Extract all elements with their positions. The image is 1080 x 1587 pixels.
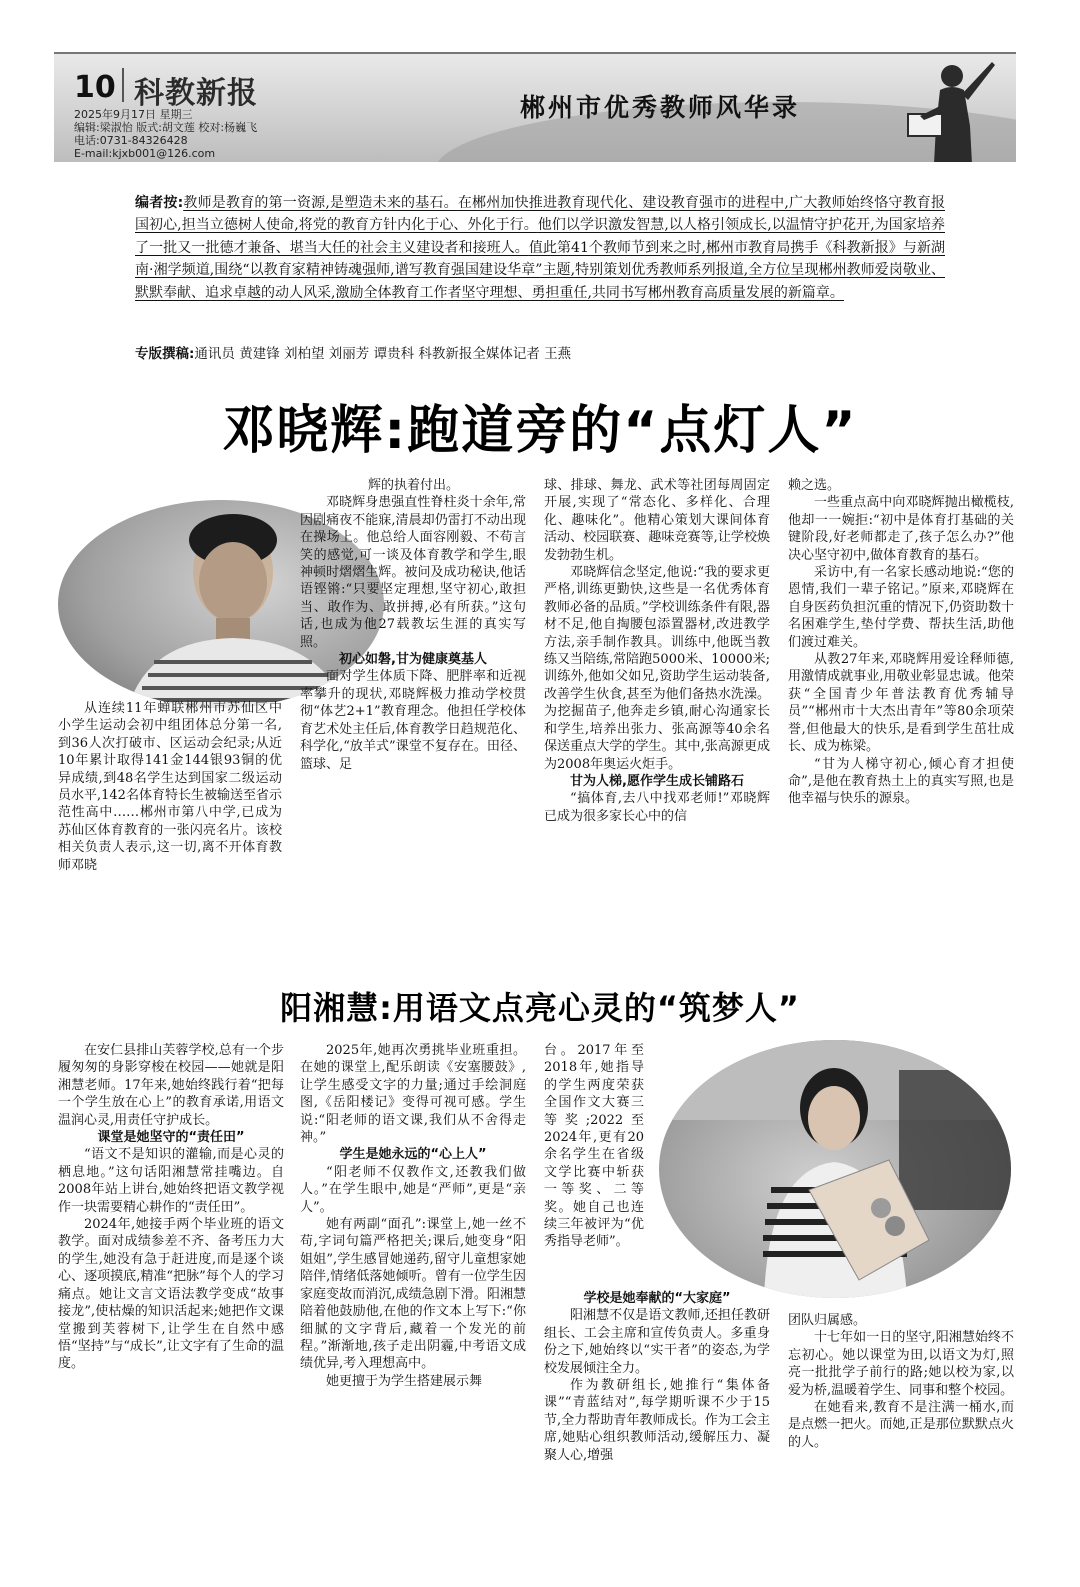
article1-subheading: 初心如磐,甘为健康奠基人	[339, 652, 487, 668]
editor-note-sentence: 在郴州加快推进教育现代化、建设教育强市的进程中,广大教师始终恪守教育报国初心,担当立德树人使命,将党的教育方针内化于心、外化于行。	[135, 195, 945, 234]
article1-paragraph: “搞体育,去八中找邓老师!”邓晓辉已成为很多家长心中的信	[544, 791, 770, 824]
article1-paragraph: 从教27年来,邓晓辉用爱诠释师德,用激情成就事业,用敬业彰显忠诚。他荣获“全国青少年普法教育优秀辅导员”“郴州市十大杰出青年”等80余项荣誉,但他最大的快乐,是看到学生茁壮成长、成为栋梁。	[788, 652, 1014, 755]
article1-paragraph: “甘为人梯守初心,倾心育才担使命”,是他在教育热土上的真实写照,也是他幸福与快乐的源泉。	[788, 756, 1014, 807]
masthead-meta	[74, 108, 257, 160]
article1-column-4	[788, 477, 1014, 808]
article1-paragraph: 邓晓辉身患强直性脊柱炎十余年,常因剧痛夜不能寐,清晨却仍雷打不动出现在操场上。他总给人面容刚毅、不苟言笑的感觉,可一谈及体育教学和学生,眼神顿时熠熠生辉。被问及成功秘诀,他话语铿锵:“只要坚定理想,坚守初心,敢担当、敢作为、敢拼搏,必有所获。”这句话,也成为他27载教坛生涯的真实写照。	[300, 495, 526, 650]
article2-column-4	[788, 1312, 1014, 1451]
portrait-woman-icon	[659, 1040, 1011, 1298]
article1-paragraph: 面对学生体质下降、肥胖率和近视率攀升的现状,邓晓辉极力推动学校贯彻“体艺2+1”教育理念。他担任学校体育艺术处主任后,体育教学日趋规范化、科学化,“放羊式”课堂不复存在。田径、篮球、足	[300, 669, 526, 772]
article2-subheading: 课堂是她坚守的“责任田”	[97, 1130, 245, 1146]
article1-paragraph: 球、排球、舞龙、武术等社团每周固定开展,实现了“常态化、多样化、合理化、趣味化”。他精心策划大课间体育活动、校园联赛、趣味竞赛等,让学校焕发勃勃生机。	[544, 478, 770, 563]
paper-name: 科教新报	[134, 76, 258, 111]
article1-headline: 邓晓辉:跑道旁的“点灯人”	[222, 401, 858, 461]
byline-label: 专版撰稿:	[135, 346, 195, 362]
article2-paragraph: 在安仁县排山芙蓉学校,总有一个步履匆匆的身影穿梭在校园——她就是阳湘慧老师。17年来,她始终践行着“把每一个学生放在心上”的教育承诺,用语文温润心灵,用责任守护成长。	[58, 1043, 284, 1128]
editor-note-sentence: 教师是教育的第一资源,是塑造未来的基石。	[183, 195, 458, 211]
teacher-silhouette-icon	[900, 56, 1010, 162]
article1-column-3	[544, 477, 770, 825]
column-title: 郴州市优秀教师风华录	[520, 93, 801, 122]
article2-paragraph: 阳湘慧不仅是语文教师,还担任教研组长、工会主席和宣传负责人。多重身份之下,她始终以“实干者”的姿态,为学校发展倾注全力。	[544, 1308, 770, 1376]
masthead-divider	[122, 68, 124, 102]
contact-phone: 电话:0731-84326428	[74, 134, 188, 147]
article2-paragraph: 十七年如一日的坚守,阳湘慧始终不忘初心。她以课堂为田,以语文为灯,照亮一批批学子前行的路;她以校为家,以爱为桥,温暖着学生、同事和整个校园。	[788, 1330, 1014, 1398]
byline	[135, 342, 571, 362]
article2-paragraph: “阳老师不仅教作文,还教我们做人。”在学生眼中,她是“严师”,更是“亲人”。	[300, 1164, 526, 1215]
article2-paragraph: 2024年,她接手两个毕业班的语文教学。面对成绩参差不齐、备考压力大的学生,她没有急于赶进度,而是逐个谈心、逐项摸底,精准“把脉”每个人的学习痛点。她让文言文语法教学变成“故事接龙”,使枯燥的知识活起来;她把作文课堂搬到芙蓉树下,让学生在自然中感悟“坚持”与“成长”,让文字有了生命的温度。	[58, 1217, 284, 1372]
article1-column-1	[58, 700, 282, 874]
article1-paragraph: 采访中,有一名家长感动地说:“您的恩情,我们一辈子铭记。”原来,邓晓辉在自身医药负担沉重的情况下,仍资助数十名困难学生,垫付学费、帮扶生活,助他们渡过难关。	[788, 565, 1014, 650]
article2-paragraph: 作为教研组长,她推行“集体备课”“青蓝结对”,每学期听课不少于15节,全力帮助青年教师成长。作为工会主席,她贴心组织教师活动,缓解压力、凝聚人心,增强	[544, 1378, 770, 1463]
article1-paragraph: 邓晓辉信念坚定,他说:“我的要求更严格,训练更勤快,这些是一名优秀体育教师必备的品质。”学校训练条件有限,器材不足,他自掏腰包添置器材,改进教学方法,亲手制作教具。训练中,他既当教练又当陪练,常陪跑5000米、10000米;训练外,他如父如兄,资助学生运动装备,改善学生伙食,甚至为他们备热水洗澡。为挖掘苗子,他奔走乡镇,耐心沟通家长和学生,培养出张力、张高源等40余名保送重点大学的学生。其中,张高源更成为2008年奥运火炬手。	[544, 565, 770, 772]
article1-paragraph: 从连续11年蝉联郴州市苏仙区中小学生运动会初中组团体总分第一名,到36人次打破市、区运动会纪录;从近10年累计取得141金144银93铜的优异成绩,到48名学生达到国家二级运动员水平,142名体育特长生被输送至省示范性高中……郴州市第八中学,已成为苏仙区体育教育的一张闪亮名片。该校相关负责人表示,这一切,离不开体育教师邓晓	[58, 701, 282, 873]
contact-email: E-mail:kjxb001@126.com	[74, 147, 216, 160]
article2-column-2	[300, 1042, 526, 1390]
article1-paragraph: 辉的执着付出。	[368, 478, 460, 493]
byline-text: 通讯员 黄建锋 刘柏望 刘丽芳 谭贵科 科教新报全媒体记者 王燕	[194, 346, 572, 362]
editor-note-sentence: 他们以学识激发智慧,以人格引领成长,以温情守护花开,为国家培养了一批又一批德才兼备、堪当大任的社会主义建设者和接班人。	[135, 217, 945, 256]
editorial-staff: 编辑:梁淑怡 版式:胡文莲 校对:杨巍飞	[74, 121, 258, 134]
article2-subheading: 学生是她永远的“心上人”	[339, 1147, 487, 1163]
article1-column-2	[300, 477, 526, 773]
article2-paragraph: 在她看来,教育不是注满一桶水,而是点燃一把火。而她,正是那位默默点火的人。	[788, 1400, 1014, 1450]
article2-paragraph: 2025年,她再次勇挑毕业班重担。在她的课堂上,配乐朗读《安塞腰鼓》,让学生感受文字的力量;通过手绘洞庭图,《岳阳楼记》变得可视可感。学生说:“阳老师的语文课,我们从不舍得走神。”	[300, 1043, 526, 1146]
article1-subheading: 甘为人梯,愿作学生成长铺路石	[570, 773, 744, 789]
yang-xianghui-portrait	[659, 1040, 1011, 1298]
page-number: 10	[74, 70, 116, 105]
article1-paragraph: 赖之选。	[788, 478, 841, 493]
editor-note	[135, 192, 945, 304]
editor-note-sentence: 值此第41个教师节到来之时,郴州市教育局携手《科教新报》与新湖南·湘学频道,围绕“以教育家精神铸魂强师,谱写教育强国建设华章”主题,特别策划优秀教师系列报道,全方位呈现郴州教师爱岗敬业、默默奉献、追求卓越的动人风采,激励全体教育工作者坚守理想、勇担重任,共同书写郴州教育高质量发展的新篇章。	[135, 239, 946, 301]
article2-paragraph: 她有两副“面孔”:课堂上,她一丝不苟,字词句篇严格把关;课后,她变身“阳姐姐”,学生感冒她递药,留守儿童想家她陪伴,情绪低落她倾听。曾有一位学生因家庭变故而消沉,成绩急剧下滑。阳湘慧陪着他鼓励他,在他的作文本上写下:“你细腻的文字背后,藏着一个发光的前程。”渐渐地,孩子走出阴霾,中考语文成绩优异,考入理想高中。	[300, 1217, 526, 1372]
article1-paragraph: 一些重点高中向邓晓辉抛出橄榄枝,他却一一婉拒:“初中是体育打基础的关键阶段,好老师都走了,孩子怎么办?”他决心坚守初中,做体育教育的基石。	[788, 495, 1014, 563]
article2-paragraph: “语文不是知识的灌输,而是心灵的栖息地。”这句话阳湘慧常挂嘴边。自2008年站上讲台,她始终把语文教学视作一块需要精心耕作的“责任田”。	[58, 1147, 284, 1215]
article2-column-1	[58, 1042, 284, 1373]
masthead	[54, 52, 1016, 162]
editor-note-label: 编者按:	[135, 195, 184, 211]
issue-date: 2025年9月17日 星期三	[74, 108, 193, 121]
article2-paragraph: 台。2017年至2018年,她指导的学生两度荣获全国作文大赛三等奖;2022至2024年,更有20余名学生在省级文学比赛中斩获一等奖、二等奖。她自己也连续三年被评为“优秀指导老师”。	[544, 1043, 644, 1250]
article2-paragraph: 团队归属感。	[788, 1313, 867, 1328]
article2-headline: 阳湘慧:用语文点亮心灵的“筑梦人”	[280, 989, 800, 1027]
article2-paragraph: 她更擅于为学生搭建展示舞	[326, 1373, 483, 1389]
article2-subheading: 学校是她奉献的“大家庭”	[583, 1291, 731, 1306]
